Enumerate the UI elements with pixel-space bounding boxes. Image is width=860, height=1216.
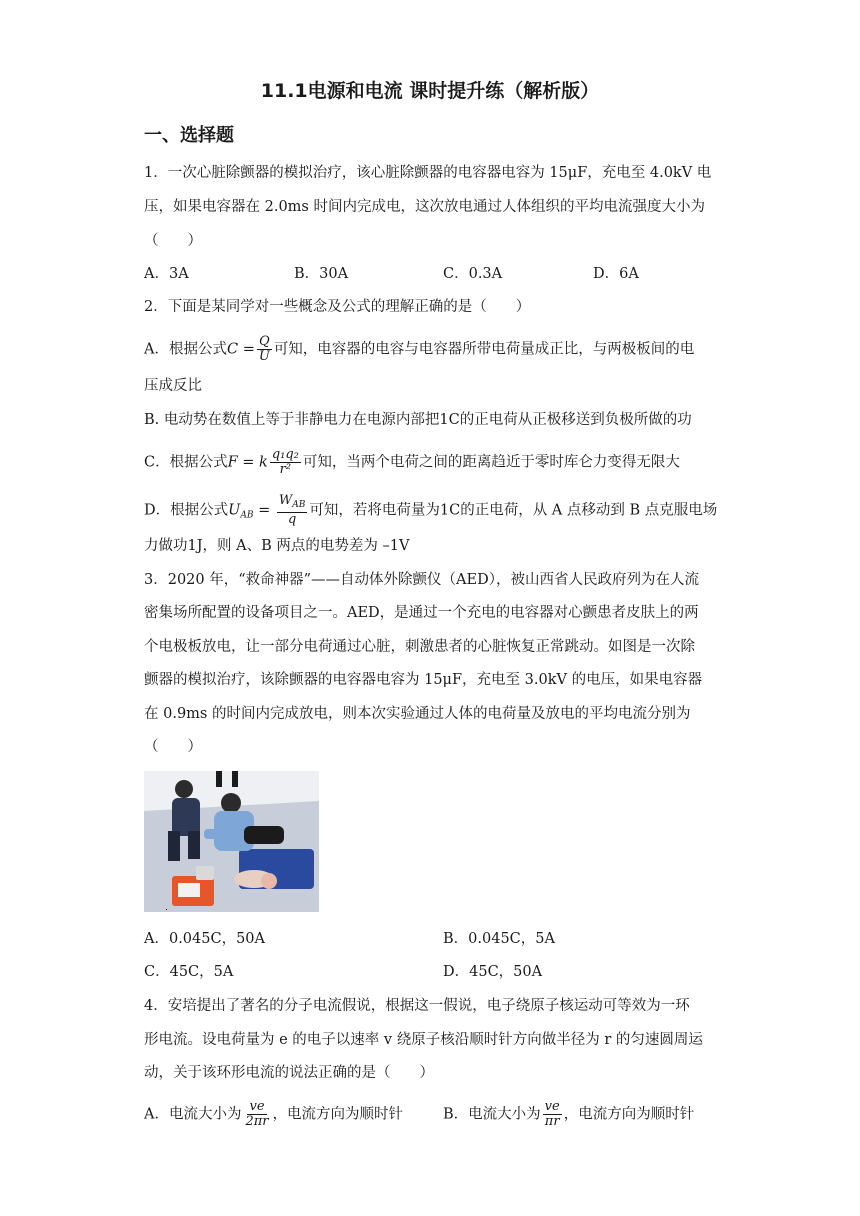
q4-b-suffix: ，电流方向为顺时针 (563, 1106, 695, 1123)
q4-option-b (443, 1100, 694, 1129)
q1-option-d: D．6A (593, 266, 639, 282)
q3-option-c: C．45C，5A (144, 964, 234, 980)
section-heading: 一、选择题 (144, 125, 234, 146)
q3-line-2: 密集场所配置的设备项目之一。AED，是通过一个充电的电容器对心颤患者皮肤上的两 (144, 605, 699, 621)
q4-a-prefix: A．电流大小为 (144, 1106, 242, 1123)
q3-line-3: 个电极板放电，让一部分电荷通过心脏，刺激患者的心脏恢复正常跳动。如图是一次除 (144, 639, 695, 655)
q2-d-formula-numerator (277, 494, 308, 513)
q4-a-numerator: ve (249, 1099, 265, 1114)
q2-option-b: B. 电动势在数值上等于非静电力在电源内部把1C的正电荷从正极移送到负极所做的功 (144, 412, 692, 428)
q2-d-num-main: W (278, 493, 293, 508)
q3-option-a: A．0.045C，50A (144, 931, 265, 947)
q2-a-suffix: 可知，电容器的电容与电容器所带电荷量成正比，与两极板间的电 (273, 341, 695, 358)
q1-line-3: （ ） (144, 233, 202, 249)
q4-b-prefix: B．电流大小为 (443, 1106, 541, 1123)
q2-c-formula-numerator: q₁q₂ (271, 447, 299, 462)
q1-option-b: B．30A (294, 266, 349, 282)
q4-line-3: 动，关于该环形电流的说法正确的是（ ） (144, 1065, 434, 1081)
q2-stem: 2．下面是某同学对一些概念及公式的理解正确的是（ ） (144, 299, 531, 315)
q4-a-suffix: ，电流方向为顺时针 (272, 1106, 404, 1123)
q1-option-a: A．3A (144, 266, 189, 282)
q3-option-d: D．45C，50A (443, 964, 543, 980)
q2-a-formula-numerator: Q (258, 334, 270, 349)
q4-b-fraction (543, 1100, 562, 1129)
q3-line-4: 颤器的模拟治疗，该除颤器的电容器电容为 15μF，充电至 3.0kV 的电压，如果电容器 (144, 672, 703, 688)
q2-option-c (144, 448, 680, 477)
q2-d-formula-eq: = (253, 502, 275, 519)
q4-option-a (144, 1100, 403, 1129)
q2-a-prefix: A．根据公式 (144, 341, 227, 358)
aed-training-photo (144, 771, 319, 912)
q4-b-denominator: πr (544, 1114, 560, 1129)
q2-d-formula-lhs-sub: AB (240, 510, 254, 521)
q2-a-formula-lhs: C = (226, 341, 255, 358)
q2-d-prefix: D．根据公式 (144, 502, 229, 519)
q1-option-c: C．0.3A (443, 266, 503, 282)
q4-a-denominator: 2πr (245, 1114, 269, 1129)
q2-c-prefix: C．根据公式 (144, 454, 228, 471)
page-title: 11.1电源和电流 课时提升练（解析版） (260, 80, 600, 102)
q4-line-1: 4．安培提出了著名的分子电流假说，根据这一假说，电子绕原子核运动可等效为一环 (144, 998, 690, 1014)
q2-a-formula-fraction (257, 335, 272, 364)
q2-a-line-2: 压成反比 (144, 378, 202, 394)
q2-option-d (144, 494, 717, 527)
q2-d-suffix: 可知，若将电荷量为1C的正电荷，从 A 点移动到 B 点克服电场 (309, 502, 718, 519)
q2-d-formula-fraction (277, 494, 308, 527)
q2-option-a (144, 335, 694, 364)
q2-a-formula-denominator: U (258, 349, 270, 364)
aed-training-illustration (144, 771, 319, 912)
q2-c-formula-lhs: F = k (227, 454, 268, 471)
q4-b-numerator: ve (544, 1099, 560, 1114)
q2-d-formula-denominator: q (287, 512, 297, 527)
q2-c-suffix: 可知，当两个电荷之间的距离趋近于零时库仑力变得无限大 (302, 454, 680, 471)
q4-line-2: 形电流。设电荷量为 e 的电子以速率 v 绕原子核沿顺时针方向做半径为 r 的匀速圆周运 (144, 1032, 703, 1048)
q2-c-formula-denominator: r² (279, 462, 292, 477)
q1-line-1: 1．一次心脏除颤器的模拟治疗，该心脏除颤器的电容器电容为 15μF，充电至 4.0kV 电 (144, 165, 712, 181)
q1-line-2: 压，如果电容器在 2.0ms 时间内完成电，这次放电通过人体组织的平均电流强度大小为 (144, 199, 705, 215)
q2-d-line-2: 力做功1J，则 A、B 两点的电势差为 –1V (144, 538, 410, 554)
q3-line-6: （ ） (144, 739, 202, 755)
q3-option-b: B．0.045C，5A (443, 931, 555, 947)
q2-c-formula-fraction (270, 448, 301, 477)
q4-a-fraction (243, 1100, 270, 1129)
q3-line-1: 3．2020 年，“救命神器”——自动体外除颤仪（AED），被山西省人民政府列为在人流 (144, 572, 699, 588)
q2-d-formula-lhs: U (228, 502, 241, 519)
q2-d-num-sub: AB (292, 500, 306, 510)
q3-line-5: 在 0.9ms 的时间内完成放电，则本次实验通过人体的电荷量及放电的平均电流分别为 (144, 706, 691, 722)
